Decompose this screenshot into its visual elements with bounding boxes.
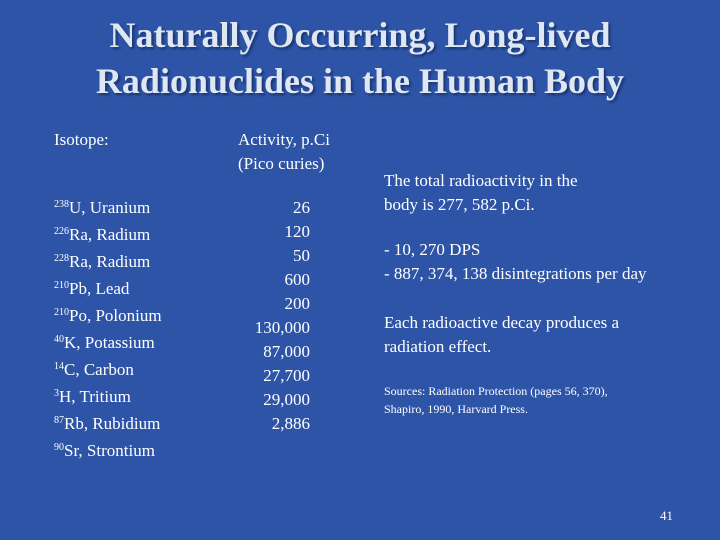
activity-value: 29,000: [263, 390, 310, 409]
isotope-name: K, Potassium: [64, 333, 155, 352]
text-line: - 887, 374, 138 disintegrations per day: [384, 264, 647, 283]
mass-number: 90: [54, 442, 64, 453]
mass-number: 228: [54, 253, 69, 264]
text-line: body is 277, 582 p.Ci.: [384, 195, 535, 214]
text-line: - 10, 270 DPS: [384, 240, 481, 259]
activity-header-line: Activity, p.Ci: [238, 130, 330, 149]
isotope-list: [54, 196, 162, 466]
text-line: Shapiro, 1990, Harvard Press.: [384, 402, 528, 416]
mass-number: 14: [54, 361, 64, 372]
activity-value: 26: [293, 198, 310, 217]
activity-value: 50: [293, 246, 310, 265]
page-number: 41: [660, 508, 673, 523]
mass-number: 226: [54, 226, 69, 237]
text-line: radiation effect.: [384, 337, 492, 356]
isotope-name: Ra, Radium: [69, 252, 151, 271]
activity-value: 600: [284, 270, 310, 289]
title-line: Naturally Occurring, Long-lived: [109, 15, 611, 55]
mass-number: 210: [54, 307, 69, 318]
isotope-row: [54, 277, 162, 304]
isotope-name: Pb, Lead: [69, 279, 130, 298]
isotope-name: U, Uranium: [69, 198, 151, 217]
text-line: Each radioactive decay produces a: [384, 313, 620, 332]
mass-number: 3: [54, 388, 59, 399]
activity-header-line: (Pico curies): [238, 154, 325, 173]
text-line: Sources: Radiation Protection (pages 56, 370),: [384, 384, 608, 398]
title-line: Radionuclides in the Human Body: [95, 61, 625, 101]
isotope-row: [54, 304, 162, 331]
isotope-row: [54, 439, 162, 466]
isotope-column-header: Isotope:: [54, 130, 109, 149]
isotope-row: [54, 250, 162, 277]
activity-value: 120: [284, 222, 310, 241]
isotope-row: [54, 331, 162, 358]
isotope-row: [54, 196, 162, 223]
activity-column-header: [238, 128, 330, 176]
activity-list: [200, 196, 310, 436]
total-radioactivity-text: [384, 169, 578, 217]
mass-number: 87: [54, 415, 64, 426]
activity-value: 130,000: [254, 318, 310, 337]
activity-value: 27,700: [263, 366, 310, 385]
decay-rates-text: [384, 238, 647, 286]
isotope-name: Po, Polonium: [69, 306, 162, 325]
slide-title: [0, 12, 720, 104]
mass-number: 238: [54, 199, 69, 210]
text-line: The total radioactivity in the: [384, 171, 578, 190]
mass-number: 40: [54, 334, 64, 345]
isotope-row: [54, 358, 162, 385]
mass-number: 210: [54, 280, 69, 291]
sources-text: [384, 382, 608, 418]
isotope-row: [54, 223, 162, 250]
isotope-name: Rb, Rubidium: [64, 414, 161, 433]
isotope-name: H, Tritium: [59, 387, 131, 406]
activity-value: 87,000: [263, 342, 310, 361]
activity-value: 200: [284, 294, 310, 313]
radiation-effect-text: [384, 311, 619, 359]
isotope-row: [54, 412, 162, 439]
isotope-name: Ra, Radium: [69, 225, 151, 244]
isotope-row: [54, 385, 162, 412]
isotope-name: C, Carbon: [64, 360, 134, 379]
isotope-name: Sr, Strontium: [64, 441, 155, 460]
activity-value: 2,886: [271, 414, 310, 433]
